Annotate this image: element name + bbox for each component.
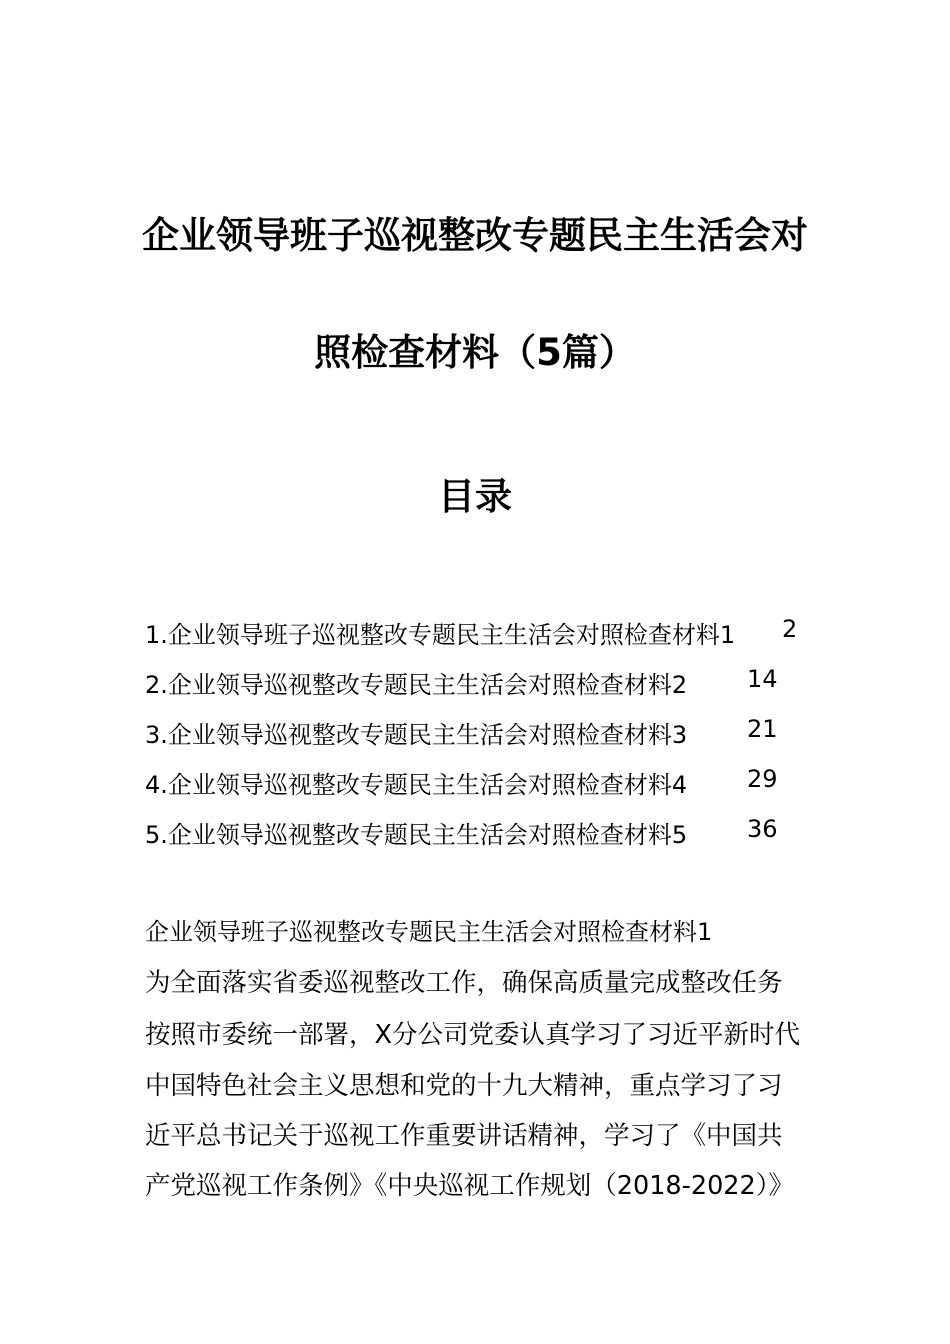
body-line: 按照市委统一部署，X分公司党委认真学习了习近平新时代 [145,1020,800,1050]
toc-entry-page: 29 [747,765,778,793]
toc-entry-label: 5.企业领导巡视整改专题民主生活会对照检查材料5 [145,821,688,849]
toc-entry[interactable] [145,815,778,850]
body-line: 产党巡视工作条例》《中央巡视工作规划（2018-2022）》 [145,1171,794,1201]
toc-entry[interactable] [145,615,798,650]
document-title-line-2: 照检查材料（5篇） [314,331,636,374]
body-line: 为全面落实省委巡视整改工作，确保高质量完成整改任务 [145,968,783,998]
body-line: 近平总书记关于巡视工作重要讲话精神，学习了《中国共 [145,1121,783,1151]
toc-entry-label: 3.企业领导巡视整改专题民主生活会对照检查材料3 [145,721,688,749]
toc-entry[interactable] [145,715,778,750]
section-heading: 企业领导班子巡视整改专题民主生活会对照检查材料1 [145,918,713,946]
body-line: 中国特色社会主义思想和党的十九大精神，重点学习了习 [145,1071,783,1101]
toc-entry-page: 36 [747,815,778,843]
toc-entry[interactable] [145,765,778,800]
toc-entry-label: 1.企业领导班子巡视整改专题民主生活会对照检查材料1 [145,621,736,649]
toc-entry-page: 2 [782,615,798,643]
toc-entry-label: 4.企业领导巡视整改专题民主生活会对照检查材料4 [145,771,688,799]
toc-entry[interactable] [145,665,778,700]
toc-entry-page: 14 [747,665,778,693]
toc-entry-label: 2.企业领导巡视整改专题民主生活会对照检查材料2 [145,671,688,699]
document-title-line-1: 企业领导班子巡视整改专题民主生活会对 [142,214,808,257]
toc-entry-page: 21 [747,715,778,743]
toc-heading: 目录 [438,475,512,518]
